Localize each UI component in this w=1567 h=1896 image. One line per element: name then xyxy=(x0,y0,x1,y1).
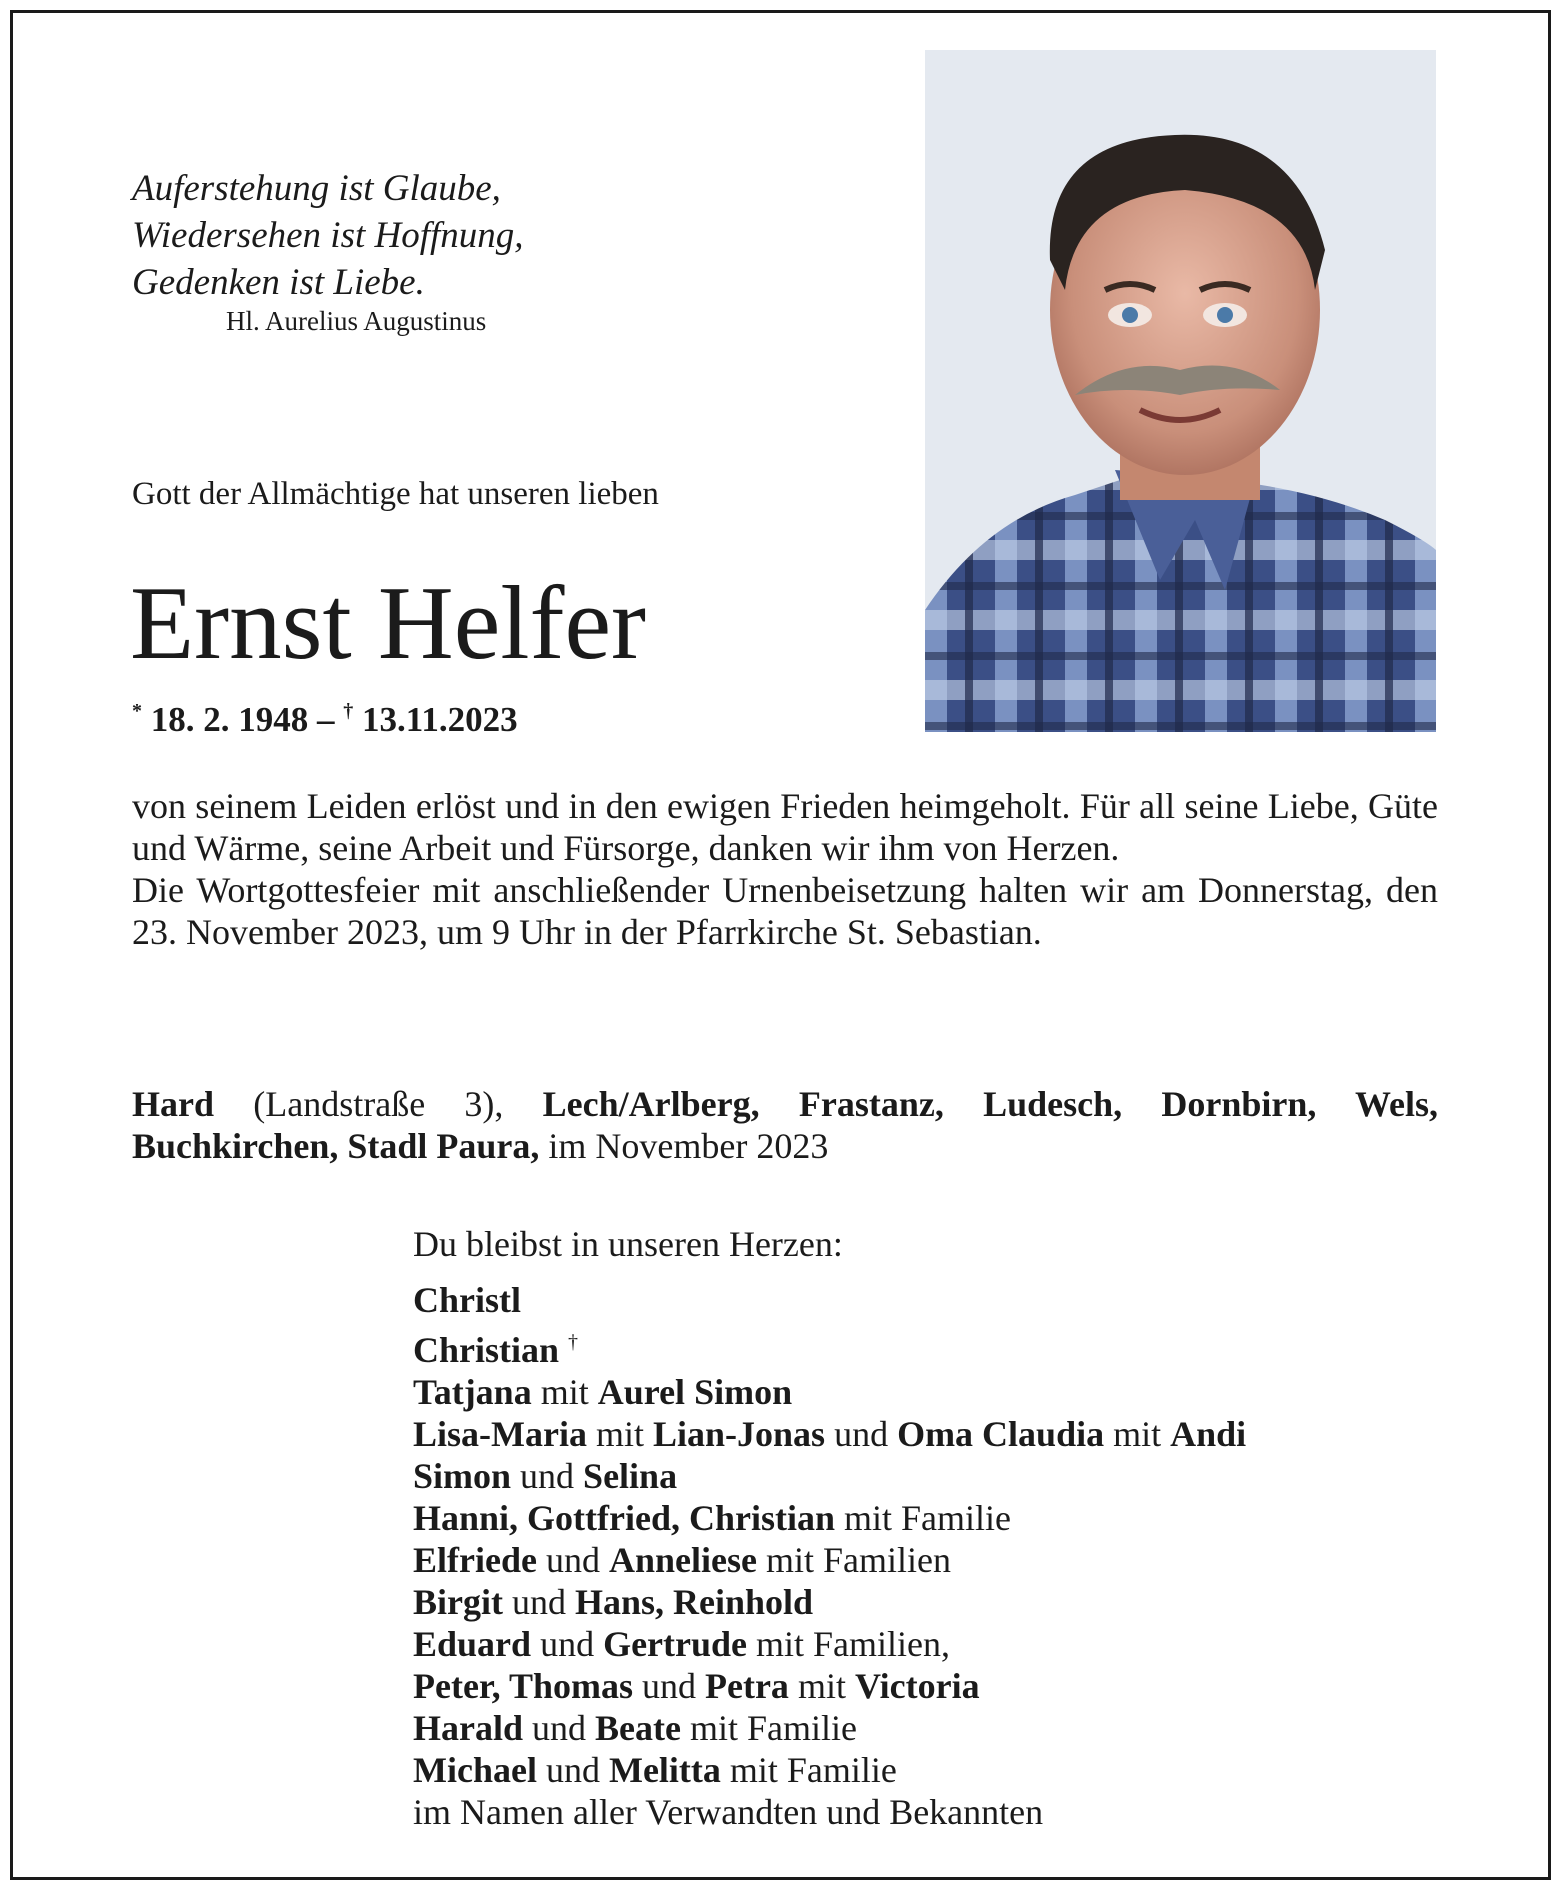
place-line xyxy=(132,1083,1438,1167)
connector: und xyxy=(540,1624,595,1664)
announcement-paragraph: Die Wortgottesfeier mit anschließender Urnenbeisetzung halten wir am Donnerstag, den 23. November 2023, um 9 Uhr in der Pfarrkirche St. Sebastian. xyxy=(132,870,1438,952)
cross-symbol: † xyxy=(568,1331,579,1353)
connector: mit xyxy=(797,1666,846,1706)
mourner-name: Elfriede xyxy=(413,1540,537,1580)
quote-block xyxy=(132,165,524,306)
mourners-list xyxy=(413,1223,1246,1833)
mourner-line xyxy=(413,1749,1246,1791)
address: (Landstraße 3), xyxy=(253,1084,504,1124)
mourner-line xyxy=(413,1413,1246,1455)
connector: mit xyxy=(595,1414,644,1454)
mourner-line xyxy=(413,1707,1246,1749)
mourner-name: Michael xyxy=(413,1750,537,1790)
death-date: 13.11.2023 xyxy=(362,700,518,739)
connector: mit xyxy=(1113,1414,1162,1454)
date-separator: – xyxy=(317,700,335,739)
connector: und xyxy=(545,1750,600,1790)
connector: und xyxy=(511,1582,566,1622)
quote-line: Wiedersehen ist Hoffnung, xyxy=(132,215,524,256)
birth-symbol: * xyxy=(132,700,142,722)
deceased-name: Ernst Helfer xyxy=(130,564,647,681)
life-dates xyxy=(132,700,518,740)
mourner-line xyxy=(413,1279,1246,1321)
mourner-name: Lisa-Maria xyxy=(413,1414,587,1454)
mourner-name: Hans, Reinhold xyxy=(574,1582,814,1622)
mourner-name: Lian-Jonas xyxy=(653,1414,826,1454)
mourner-name: Selina xyxy=(583,1456,678,1496)
connector: und xyxy=(545,1540,600,1580)
mourner-name: Anneliese xyxy=(608,1540,757,1580)
connector: und xyxy=(834,1414,889,1454)
mourner-line xyxy=(413,1581,1246,1623)
portrait-photo xyxy=(925,50,1436,732)
connector: und xyxy=(520,1456,575,1496)
mourner-name: Aurel Simon xyxy=(597,1372,793,1412)
connector: und xyxy=(642,1666,696,1706)
mourner-name: Melitta xyxy=(608,1750,721,1790)
place-date: im November 2023 xyxy=(548,1126,829,1166)
mourner-name: Harald xyxy=(413,1708,524,1748)
mourner-name: Peter, Thomas xyxy=(413,1666,633,1706)
intro-text: Gott der Allmächtige hat unseren lieben xyxy=(132,476,659,512)
connector: mit Familie xyxy=(844,1498,1012,1538)
mourner-name: Tatjana xyxy=(413,1372,532,1412)
mourner-line xyxy=(413,1455,1246,1497)
quote-author: Hl. Aurelius Augustinus xyxy=(226,306,487,336)
connector: mit xyxy=(540,1372,589,1412)
place-towns: Lech/Arlberg, Frastanz, Ludesch, Dornbirn, Wels, Buchkirchen, Stadl Paura, xyxy=(132,1084,1438,1166)
mourner-name: Petra xyxy=(705,1666,789,1706)
mourner-name: Christl xyxy=(413,1280,521,1320)
mourners-closing: im Namen aller Verwandten und Bekannten xyxy=(413,1792,1044,1832)
connector: mit Familien, xyxy=(756,1624,951,1664)
connector: mit Familie xyxy=(689,1708,857,1748)
mourner-line xyxy=(413,1665,1246,1707)
announcement-body xyxy=(132,785,1438,953)
quote-line: Gedenken ist Liebe. xyxy=(132,262,425,303)
mourner-line xyxy=(413,1497,1246,1539)
mourner-line xyxy=(413,1623,1246,1665)
mourner-line xyxy=(413,1321,1246,1371)
mourner-line xyxy=(413,1539,1246,1581)
portrait-icon xyxy=(925,50,1436,732)
mourner-name: Beate xyxy=(595,1708,681,1748)
death-symbol: † xyxy=(343,700,354,722)
connector: mit Familien xyxy=(765,1540,951,1580)
mourner-name: Hanni, Gottfried, Christian xyxy=(413,1498,836,1538)
birth-date: 18. 2. 1948 xyxy=(150,700,309,739)
mourner-name: Gertrude xyxy=(603,1624,748,1664)
connector: und xyxy=(532,1708,587,1748)
mourners-lead: Du bleibst in unseren Herzen: xyxy=(413,1224,843,1264)
announcement-paragraph: von seinem Leiden erlöst und in den ewigen Frieden heimgeholt. Für all seine Liebe, Güte und Wärme, seine Arbeit und Fürsorge, danken wir ihm von Herzen. xyxy=(132,786,1438,868)
mourner-name: Christian xyxy=(413,1330,560,1370)
quote-line: Auferstehung ist Glaube, xyxy=(132,168,501,209)
mourner-name: Victoria xyxy=(854,1666,980,1706)
connector: mit Familie xyxy=(729,1750,897,1790)
mourner-name: Oma Claudia xyxy=(897,1414,1105,1454)
mourner-name: Birgit xyxy=(413,1582,503,1622)
mourner-name: Simon xyxy=(413,1456,512,1496)
mourner-name: Eduard xyxy=(413,1624,532,1664)
mourner-line xyxy=(413,1371,1246,1413)
place-hard: Hard xyxy=(132,1084,215,1124)
mourner-name: Andi xyxy=(1170,1414,1247,1454)
